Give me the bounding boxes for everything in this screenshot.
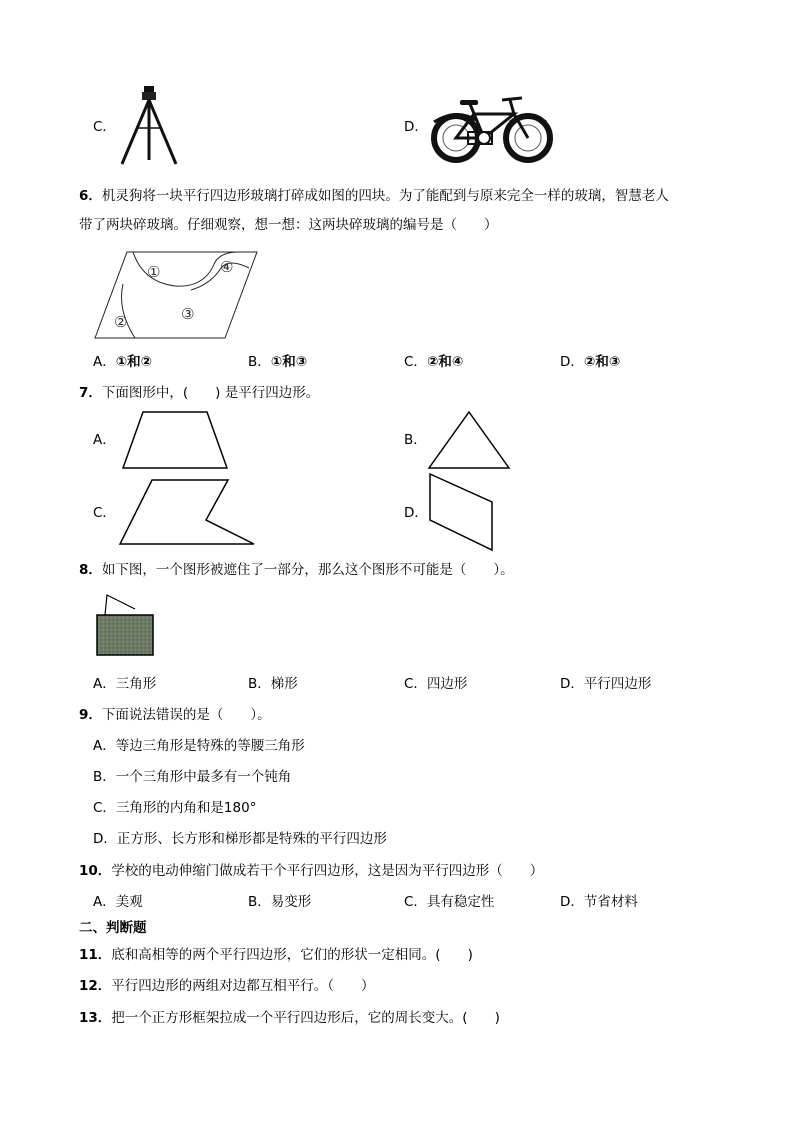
q8-option-a-label: A．: [93, 676, 116, 692]
q12-question: [79, 976, 375, 996]
q13-question: [79, 1008, 500, 1028]
q9-option-c[interactable]: [93, 798, 256, 818]
q6-piece-3: ③: [181, 305, 195, 323]
q9-option-c-text: 三角形的内角和是180°: [115, 800, 257, 816]
q9-option-a-label: A．: [93, 738, 116, 754]
q7-option-b-label[interactable]: B．: [404, 432, 427, 448]
q8-question: [79, 560, 514, 580]
q7-trapezoid-shape: [121, 410, 229, 470]
q13-number: 13．: [79, 1010, 112, 1026]
q6-piece-4: ④: [220, 258, 234, 276]
q9-text: 下面说法错误的是（ ）。: [101, 707, 271, 723]
q7-question: [79, 383, 319, 403]
q10-option-b-label: B．: [248, 894, 271, 910]
q9-option-b-text: 一个三角形中最多有一个钝角: [115, 769, 292, 785]
q12-number: 12．: [79, 978, 112, 994]
q10-option-a-text: 美观: [115, 894, 143, 910]
q9-option-c-label: C．: [93, 800, 116, 816]
q6-option-d-text: ②和③: [583, 354, 621, 370]
q6-text-line2: 带了两块碎玻璃。仔细观察，想一想：这两块碎玻璃的编号是（ ）: [79, 217, 498, 233]
q8-option-d[interactable]: [560, 674, 651, 694]
q9-option-d-label: D．: [93, 831, 117, 847]
q11-question: [79, 945, 473, 965]
q6-option-d-label: D．: [560, 354, 584, 370]
q6-option-a-text: ①和②: [115, 354, 153, 370]
q6-option-d[interactable]: [560, 352, 620, 372]
q10-option-b-text: 易变形: [270, 894, 312, 910]
q13-text: 把一个正方形框架拉成一个平行四边形后，它的周长变大。( ): [111, 1010, 500, 1026]
q5-option-c-label: C．: [93, 119, 116, 135]
q8-number: 8．: [79, 562, 102, 578]
q5-option-d-label: D．: [404, 119, 428, 135]
q7-text: 下面图形中，( ) 是平行四边形。: [101, 385, 320, 401]
q9-option-d[interactable]: [93, 829, 387, 849]
q6-option-c-text: ②和④: [426, 354, 464, 370]
q6-option-b-label: B．: [248, 354, 271, 370]
q10-option-c[interactable]: [404, 892, 494, 912]
q10-option-c-label: C．: [404, 894, 427, 910]
q6-question: [79, 186, 669, 206]
q6-text-line1: 机灵狗将一块平行四边形玻璃打碎成如图的四块。为了能配到与原来完全一样的玻璃，智慧老人: [101, 188, 669, 204]
q7-parallelogram-shape: [428, 472, 494, 552]
q10-question: [79, 861, 543, 881]
q6-piece-2: ②: [114, 313, 128, 331]
q10-option-a-label: A．: [93, 894, 116, 910]
q9-option-b[interactable]: [93, 767, 291, 787]
q6-option-c[interactable]: [404, 352, 463, 372]
q10-option-d-text: 节省材料: [583, 894, 638, 910]
q9-question: [79, 705, 271, 725]
q10-option-c-text: 具有稳定性: [426, 894, 495, 910]
q9-number: 9．: [79, 707, 102, 723]
q8-covered-shape-figure: [95, 593, 155, 657]
q10-number: 10．: [79, 863, 112, 879]
q10-option-b[interactable]: [248, 892, 311, 912]
q7-triangle-shape: [427, 410, 511, 470]
q10-option-d[interactable]: [560, 892, 638, 912]
q7-number: 7．: [79, 385, 102, 401]
section-title: 二、判断题: [79, 920, 147, 936]
q9-option-d-text: 正方形、长方形和梯形都是特殊的平行四边形: [116, 831, 387, 847]
q11-number: 11．: [79, 947, 112, 963]
q7-option-c-label[interactable]: C．: [93, 505, 116, 521]
q9-option-a[interactable]: [93, 736, 305, 756]
q7-irregular-shape: [118, 478, 258, 546]
q9-option-b-label: B．: [93, 769, 116, 785]
q6-option-b-text: ①和③: [270, 354, 308, 370]
q8-option-c[interactable]: [404, 674, 467, 694]
q8-option-d-label: D．: [560, 676, 584, 692]
q9-option-a-text: 等边三角形是特殊的等腰三角形: [115, 738, 305, 754]
q8-option-b[interactable]: [248, 674, 298, 694]
bicycle-icon: [432, 92, 554, 168]
q10-option-d-label: D．: [560, 894, 584, 910]
q8-option-b-label: B．: [248, 676, 271, 692]
q11-text: 底和高相等的两个平行四边形，它们的形状一定相同。( ): [111, 947, 473, 963]
q8-option-a[interactable]: [93, 674, 156, 694]
q6-option-a[interactable]: [93, 352, 152, 372]
q7-option-a-label[interactable]: A．: [93, 432, 116, 448]
q6-number: 6．: [79, 188, 102, 204]
q8-option-b-text: 梯形: [270, 676, 298, 692]
q8-text: 如下图，一个图形被遮住了一部分，那么这个图形不可能是（ ）。: [101, 562, 514, 578]
q8-option-d-text: 平行四边形: [583, 676, 652, 692]
q6-option-c-label: C．: [404, 354, 427, 370]
q10-option-a[interactable]: [93, 892, 143, 912]
q6-option-a-label: A．: [93, 354, 116, 370]
q8-option-a-text: 三角形: [115, 676, 157, 692]
q7-option-d-label[interactable]: D．: [404, 505, 428, 521]
q8-option-c-text: 四边形: [426, 676, 468, 692]
q8-option-c-label: C．: [404, 676, 427, 692]
q12-text: 平行四边形的两组对边都互相平行。（ ）: [111, 978, 375, 994]
q6-option-b[interactable]: [248, 352, 307, 372]
q6-piece-1: ①: [147, 263, 161, 281]
tripod-icon: [118, 84, 180, 166]
q10-text: 学校的电动伸缩门做成若干个平行四边形，这是因为平行四边形（ ）: [111, 863, 544, 879]
